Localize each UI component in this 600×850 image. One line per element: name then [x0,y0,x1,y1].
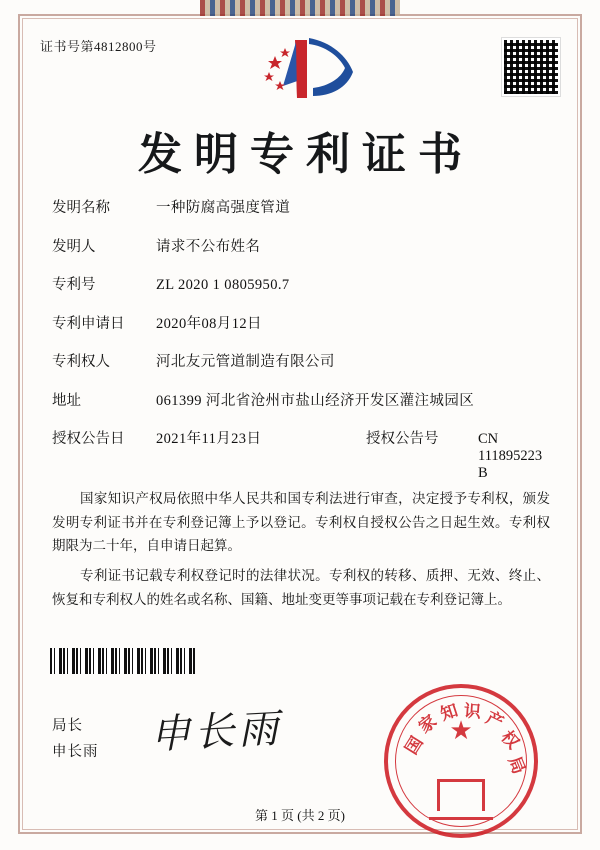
field-value: 请求不公布姓名 [156,238,261,255]
field-label: 专利申请日 [52,315,125,332]
field-list [52,196,548,500]
field-value: 一种防腐高强度管道 [156,200,291,216]
signature-role: 局长 [52,718,83,734]
paragraph-2: 专利证书记载专利权登记时的法律状况。专利权的转移、质押、无效、终止、恢复和专利权人的姓名或名称、国籍、地址变更等事项记载在专利登记簿上。 [52,567,550,607]
signature-name: 申长雨 [52,744,99,760]
field-value: ZL 2020 1 0805950.7 [156,277,290,293]
seal-char: 家 [415,711,441,738]
seal-char: 识 [463,701,482,723]
field-row-grant-publication [52,427,548,482]
field-row-address [52,389,548,410]
seal-char: 知 [438,700,461,726]
field-label-grant-date: 授权公告日 [52,431,125,447]
field-label: 发明人 [52,238,96,255]
seal-char: 产 [482,708,507,734]
cnipa-logo-icon [235,34,365,102]
seal-star-icon: ★ [449,716,473,745]
page-footer: 第 1 页 (共 2 页) [255,808,345,823]
field-row-application-date [52,312,548,333]
seal-char: 国 [401,733,428,759]
field-label: 专利权人 [52,354,110,370]
field-label: 发明名称 [52,200,110,216]
page-title: 发明专利证书 [138,129,474,180]
field-label-publication-number: 授权公告号 [366,431,439,447]
field-label: 专利号 [52,277,96,293]
legal-text-block [52,487,550,617]
field-value: 2020年08月12日 [156,315,262,332]
field-value: 河北友元管道制造有限公司 [156,354,335,370]
seal-char: 局 [503,753,529,778]
top-ornament [200,0,400,16]
certificate-number: 证书号第4812800号 [40,39,157,54]
field-row-patentee [52,350,548,371]
qr-code-icon [502,38,560,96]
barcode-icon [50,648,195,674]
field-row-invention-name [52,196,548,217]
field-value: 061399 河北省沧州市盐山经济开发区灌注城园区 [156,392,475,409]
field-row-inventor [52,235,548,256]
seal-char: 权 [496,727,523,754]
field-value-publication-number: CN 111895223 B [478,431,543,481]
field-value-grant-date: 2021年11月23日 [156,431,262,447]
paragraph-1: 国家知识产权局依照中华人民共和国专利法进行审查，决定授予专利权，颁发发明专利证书并在专利登记簿上予以登记。专利权自授权公告之日起生效。专利权期限为二十年，自申请日起算。 [52,491,550,554]
field-label: 地址 [52,392,81,409]
field-row-patent-number [52,273,548,294]
handwritten-signature: 申长雨 [149,705,284,759]
